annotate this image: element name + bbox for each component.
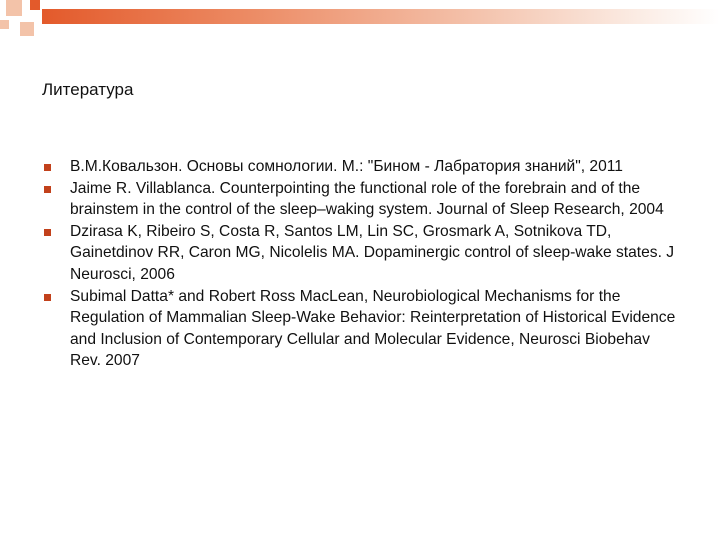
square-bullet-icon bbox=[44, 294, 51, 301]
square-bullet-icon bbox=[44, 164, 51, 171]
list-item bbox=[42, 178, 682, 221]
corner-square-small bbox=[0, 20, 9, 29]
reference-text: Subimal Datta* and Robert Ross MacLean, Neurobiological Mechanisms for the Regulation of Mammalian Sleep-Wake Behavior: Reinterpretation of Historical Evidence and Inclusion of Contemporary Cellular and Molecular Evidence, Neurosci Biobehav Rev. 2007 bbox=[70, 287, 676, 370]
square-bullet-icon bbox=[44, 229, 51, 236]
corner-square-large bbox=[6, 0, 22, 16]
reference-list bbox=[42, 156, 682, 372]
list-item bbox=[42, 221, 682, 286]
square-bullet-icon bbox=[44, 186, 51, 193]
slide-title: Литература bbox=[42, 80, 134, 99]
header-accent-bar bbox=[42, 9, 720, 24]
reference-text: В.М.Ковальзон. Основы сомнологии. М.: "Бином - Лабратория знаний", 2011 bbox=[70, 158, 623, 175]
reference-text: Jaime R. Villablanca. Counterpointing the functional role of the forebrain and of the brainstem in the control of the sleep–waking system. Journal of Sleep Research, 2004 bbox=[70, 179, 664, 219]
corner-square-orange bbox=[30, 0, 40, 10]
reference-text: Dzirasa K, Ribeiro S, Costa R, Santos LM, Lin SC, Grosmark A, Sotnikova TD, Gainetdinov RR, Caron MG, Nicolelis MA. Dopaminergic control of sleep-wake states. J Neurosci, 2006 bbox=[70, 222, 675, 283]
list-item bbox=[42, 156, 682, 178]
corner-square-mid bbox=[20, 22, 34, 36]
list-item bbox=[42, 286, 682, 372]
